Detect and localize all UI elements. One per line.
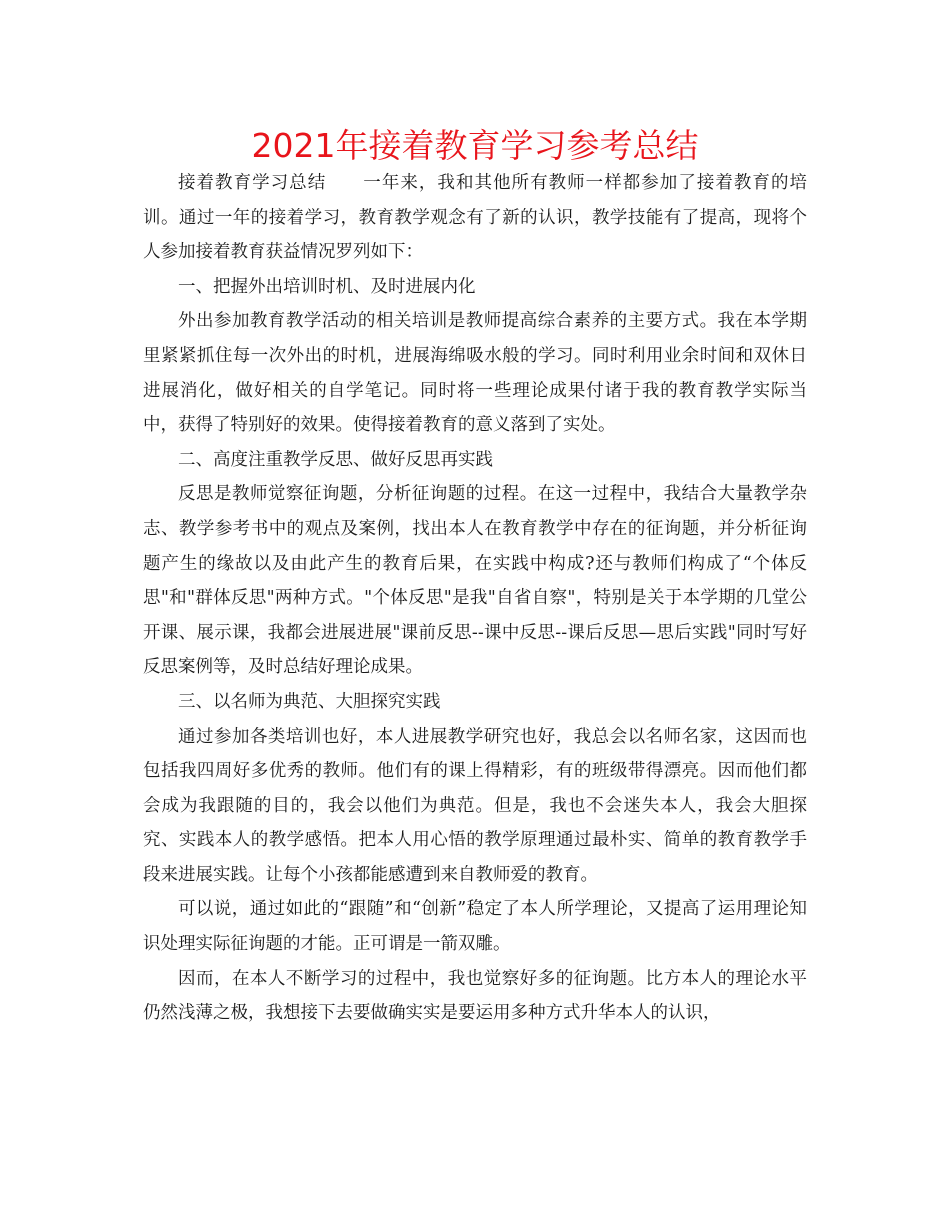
intro-paragraph: 接着教育学习总结 一年来，我和其他所有教师一样都参加了接着教育的培训。通过一年的接着学习，教育教学观念有了新的认识，教学技能有了提高，现将个人参加接着教育获益情况罗列如下：: [143, 173, 807, 263]
section-3-paragraph: 通过参加各类培训也好，本人进展教学研究也好，我总会以名师名家，这因而也包括我四周好多优秀的教师。他们有的课上得精彩，有的班级带得漂亮。因而他们都会成为我跟随的目的，我会以他们为典范。但是，我也不会迷失本人，我会大胆探究、实践本人的教学感悟。把本人用心悟的教学原理通过最朴实、简单的教育教学手段来进展实践。让每个小孩都能感遭到来自教师爱的教育。: [143, 726, 807, 885]
summary-paragraph: 可以说，通过如此的“跟随”和“创新”稳定了本人所学理论，又提高了运用理论知识处理实际征询题的才能。正可谓是一箭双雕。: [143, 899, 807, 955]
section-2-heading: 二、高度注重教学反思、做好反思再实践: [178, 449, 493, 470]
section-3-heading: 三、以名师为典范、大胆探究实践: [178, 691, 441, 712]
reflection-paragraph: 因而，在本人不断学习的过程中，我也觉察好多的征询题。比方本人的理论水平仍然浅薄之极，我想接下去要做确实实是要运用多种方式升华本人的认识，: [143, 968, 807, 1024]
section-2-paragraph: 反思是教师觉察征询题，分析征询题的过程。在这一过程中，我结合大量教学杂志、教学参考书中的观点及案例，找出本人在教育教学中存在的征询题，并分析征询题产生的缘故以及由此产生的教育后果，在实践中构成?还与教师们构成了“个体反思"和"群体反思"两种方式。"个体反思"是我"自省自察"，特别是关于本学期的几堂公开课、展示课，我都会进展进展"课前反思--课中反思--课后反思—思后实践"同时写好反思案例等，及时总结好理论成果。: [143, 484, 807, 678]
document-title: 2021年接着教育学习参考总结: [251, 126, 699, 165]
section-1-paragraph: 外出参加教育教学活动的相关培训是教师提高综合素养的主要方式。我在本学期里紧紧抓住每一次外出的时机，进展海绵吸水般的学习。同时利用业余时间和双休日进展消化，做好相关的自学笔记。同时将一些理论成果付诸于我的教育教学实际当中，获得了特别好的效果。使得接着教育的意义落到了实处。: [143, 311, 807, 436]
document-body: [143, 166, 807, 1031]
section-1-heading: 一、把握外出培训时机、及时进展内化: [178, 276, 476, 297]
